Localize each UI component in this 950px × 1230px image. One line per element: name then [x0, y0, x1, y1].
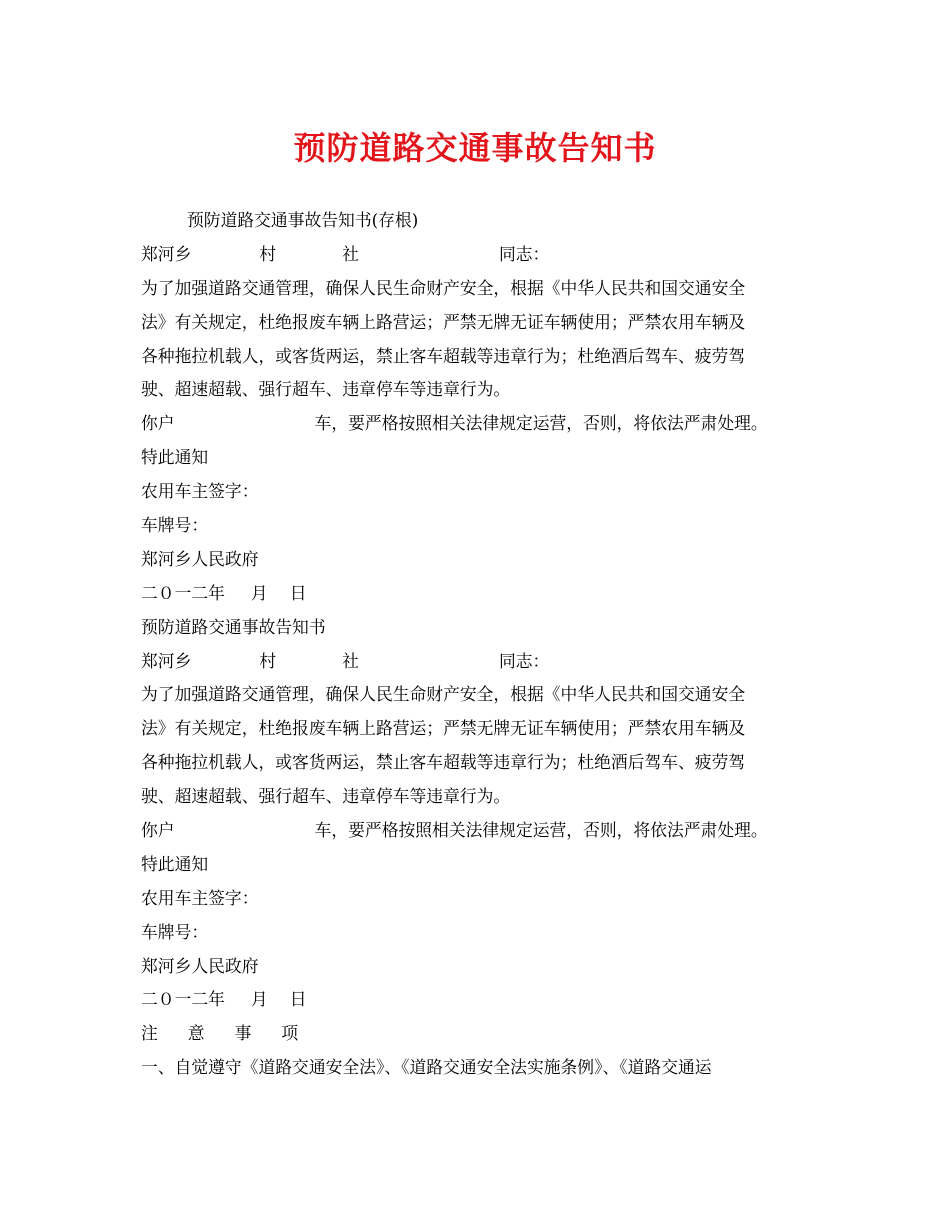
notice-government: 郑河乡人民政府 [141, 955, 259, 976]
document-body [141, 204, 813, 1085]
notes-heading-char: 意 [187, 1023, 205, 1044]
notice-addressee-line [141, 645, 813, 679]
notes-first-line: 一、自觉遵守《道路交通安全法》、《道路交通安全法实施条例》、《道路交通运 [141, 1057, 712, 1078]
date-year: 二０一二年 [141, 582, 225, 603]
notice-plate-number: 车牌号： [141, 921, 209, 942]
notes-heading-char: 项 [281, 1023, 299, 1044]
village-label: 村 [259, 650, 277, 671]
stub-special-notice: 特此通知 [141, 447, 209, 468]
comrade-label: 同志： [498, 650, 550, 671]
comrade-label: 同志： [498, 243, 550, 264]
notice-heading: 预防道路交通事故告知书 [141, 616, 326, 637]
group-label: 社 [342, 650, 359, 671]
notice-paragraph-line: 为了加强道路交通管理，确保人民生命财产安全，根据《中华人民共和国交通安全 [141, 684, 746, 705]
household-prefix: 你户 [141, 820, 175, 841]
household-rest: 车，要严格按照相关法律规定运营，否则，将依法严肃处理。 [314, 820, 768, 841]
notice-date-line [141, 983, 813, 1017]
notice-household-line [141, 814, 813, 848]
household-prefix: 你户 [141, 413, 175, 434]
date-day: 日 [289, 582, 307, 603]
stub-household-line [141, 407, 813, 441]
township-label: 郑河乡 [141, 650, 192, 671]
stub-paragraph-line: 法》有关规定，杜绝报废车辆上路营运；严禁无牌无证车辆使用；严禁农用车辆及 [141, 311, 746, 332]
stub-government: 郑河乡人民政府 [141, 548, 259, 569]
stub-paragraph-line: 各种拖拉机载人，或客货两运，禁止客车超载等违章行为；杜绝酒后驾车、疲劳驾 [141, 345, 746, 366]
date-month: 月 [250, 582, 268, 603]
stub-paragraph-line: 驶、超速超载、强行超车、违章停车等违章行为。 [141, 379, 511, 400]
notice-paragraph-line: 法》有关规定，杜绝报废车辆上路营运；严禁无牌无证车辆使用；严禁农用车辆及 [141, 718, 746, 739]
date-year: 二０一二年 [141, 989, 225, 1010]
notice-paragraph-line: 驶、超速超载、强行超车、违章停车等违章行为。 [141, 786, 511, 807]
stub-heading: 预防道路交通事故告知书(存根) [187, 210, 419, 230]
household-rest: 车，要严格按照相关法律规定运营，否则，将依法严肃处理。 [314, 413, 768, 434]
notice-special-notice: 特此通知 [141, 853, 209, 874]
stub-date-line [141, 577, 813, 611]
notes-heading-char: 事 [234, 1023, 252, 1044]
village-label: 村 [259, 243, 277, 264]
notes-heading [141, 1017, 813, 1051]
notice-paragraph-line: 各种拖拉机载人，或客货两运，禁止客车超载等违章行为；杜绝酒后驾车、疲劳驾 [141, 752, 746, 773]
notice-owner-signature: 农用车主签字： [141, 887, 259, 908]
stub-addressee-line [141, 238, 813, 272]
notes-heading-char: 注 [141, 1023, 158, 1044]
date-day: 日 [289, 989, 307, 1010]
stub-owner-signature: 农用车主签字： [141, 481, 259, 502]
date-month: 月 [250, 989, 268, 1010]
group-label: 社 [342, 243, 359, 264]
document-title: 预防道路交通事故告知书 [293, 129, 657, 167]
stub-paragraph-line: 为了加强道路交通管理，确保人民生命财产安全，根据《中华人民共和国交通安全 [141, 277, 746, 298]
township-label: 郑河乡 [141, 243, 192, 264]
stub-plate-number: 车牌号： [141, 515, 209, 536]
